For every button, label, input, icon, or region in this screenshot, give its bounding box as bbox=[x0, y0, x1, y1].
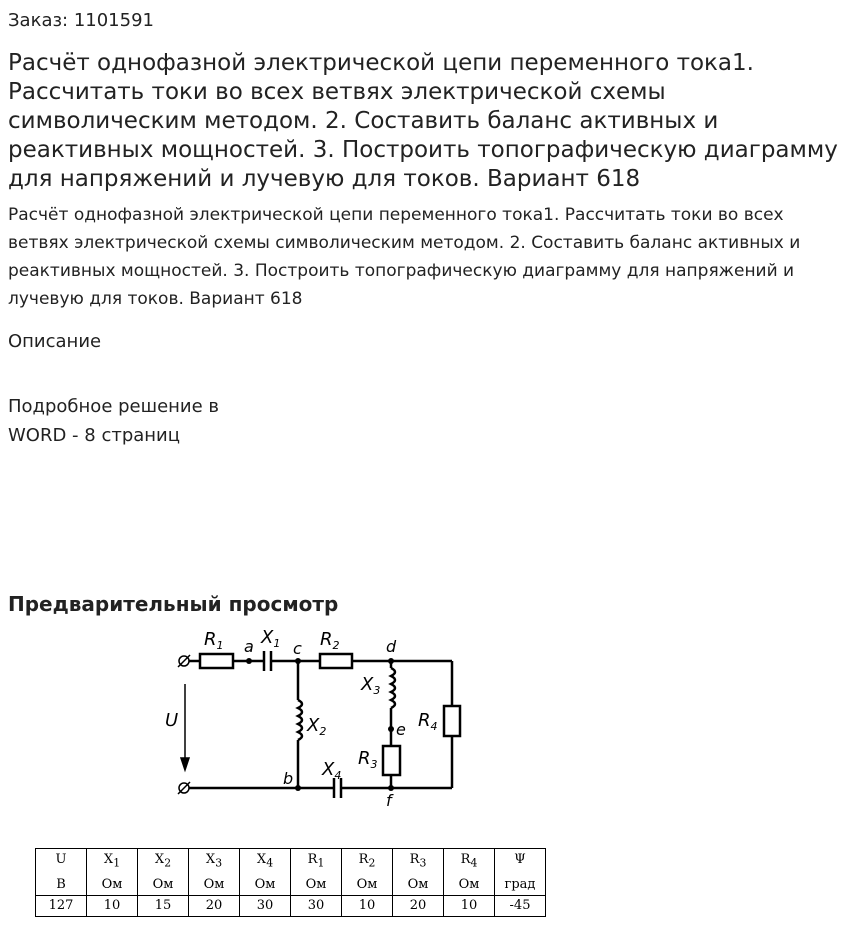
table-values-row bbox=[36, 895, 546, 916]
label-x2: $X_2$ bbox=[307, 715, 327, 738]
value-cell: 10 bbox=[444, 895, 495, 916]
label-r2: $R_2$ bbox=[320, 629, 340, 652]
value-cell: 10 bbox=[87, 895, 138, 916]
inductor-x3 bbox=[391, 668, 395, 708]
header-cell: $X_4$ Ом bbox=[240, 849, 291, 896]
node-a-dot bbox=[246, 658, 252, 664]
value-cell: -45 bbox=[495, 895, 546, 916]
order-number: Заказ: 1101591 bbox=[8, 10, 154, 31]
value-cell: 30 bbox=[240, 895, 291, 916]
preview-heading: Предварительный просмотр bbox=[8, 592, 339, 616]
label-x1: $X_1$ bbox=[261, 627, 281, 650]
node-a-label: a bbox=[244, 637, 254, 656]
resistor-r3 bbox=[383, 746, 400, 775]
description-section-label: Описание bbox=[8, 331, 102, 352]
header-cell: $R_3$ Ом bbox=[393, 849, 444, 896]
node-e-dot bbox=[388, 726, 394, 732]
label-r4: $R_4$ bbox=[418, 710, 438, 733]
node-d-dot bbox=[388, 658, 394, 664]
node-b-dot bbox=[295, 785, 301, 791]
table-header-row bbox=[36, 849, 546, 896]
node-c-dot bbox=[295, 658, 301, 664]
header-cell: Ψ град bbox=[495, 849, 546, 896]
header-cell: $X_2$ Ом bbox=[138, 849, 189, 896]
node-e-label: e bbox=[396, 720, 406, 739]
value-cell: 10 bbox=[342, 895, 393, 916]
header-cell: $R_2$ Ом bbox=[342, 849, 393, 896]
header-cell: U В bbox=[36, 849, 87, 896]
voltage-arrow bbox=[181, 684, 189, 770]
inductor-x2 bbox=[298, 700, 302, 740]
value-cell: 20 bbox=[393, 895, 444, 916]
header-cell: $X_1$ Ом bbox=[87, 849, 138, 896]
solution-line-2: WORD - 8 страниц bbox=[8, 425, 181, 446]
label-x4: $X_4$ bbox=[322, 759, 342, 782]
label-r3: $R_3$ bbox=[358, 748, 378, 771]
value-cell: 127 bbox=[36, 895, 87, 916]
label-x3: $X_3$ bbox=[361, 674, 381, 697]
solution-info bbox=[8, 392, 219, 450]
node-d-label: d bbox=[386, 637, 397, 656]
solution-line-1: Подробное решение в bbox=[8, 396, 220, 417]
parameters-table bbox=[35, 848, 546, 917]
product-description: Расчёт однофазной электрической цепи переменного тока1. Рассчитать токи во всех ветвях электрической схемы символическим методом. 2. Составить баланс активных и реактивных мощностей. 3. Построить топографическую диаграмму для напряжений и лучевую для токов. Вариант 618 bbox=[8, 205, 801, 309]
header-cell: $R_1$ Ом bbox=[291, 849, 342, 896]
circuit-diagram bbox=[160, 624, 470, 814]
header-cell: $X_3$ Ом bbox=[189, 849, 240, 896]
value-cell: 15 bbox=[138, 895, 189, 916]
resistor-r1 bbox=[200, 654, 233, 668]
node-b-label: b bbox=[283, 769, 294, 788]
node-c-label: c bbox=[293, 639, 302, 658]
node-f-label: f bbox=[386, 791, 392, 810]
label-r1: $R_1$ bbox=[204, 629, 224, 652]
resistor-r4 bbox=[444, 706, 460, 736]
resistor-r2 bbox=[320, 654, 352, 668]
header-cell: $R_4$ Ом bbox=[444, 849, 495, 896]
label-u: U bbox=[165, 710, 179, 731]
value-cell: 20 bbox=[189, 895, 240, 916]
page-title: Расчёт однофазной электрической цепи переменного тока1. Рассчитать токи во всех ветвях электрической схемы символическим методом. 2. Составить баланс активных и реактивных мощностей. 3. Построить топографическую диаграмму для напряжений и лучевую для токов. Вариант 618 bbox=[8, 50, 838, 192]
value-cell: 30 bbox=[291, 895, 342, 916]
